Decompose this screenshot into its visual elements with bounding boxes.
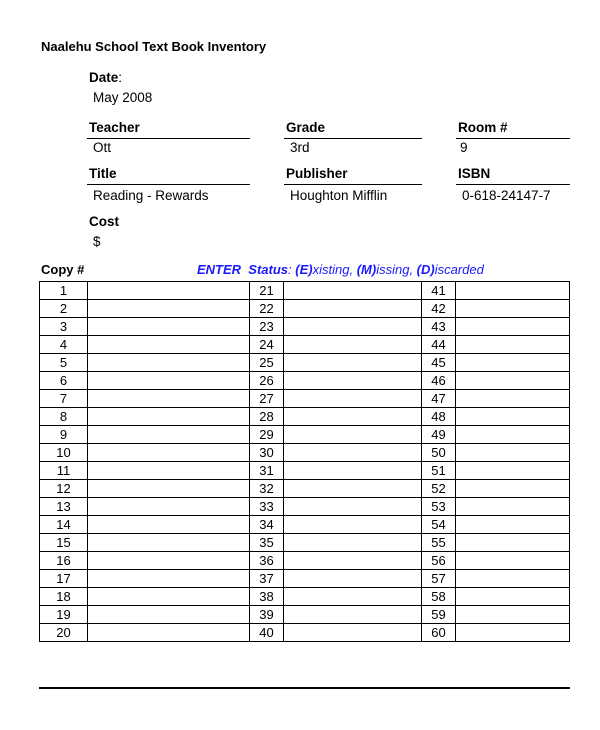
copy-number: 1 <box>40 282 88 300</box>
copy-number: 40 <box>250 624 284 642</box>
copy-number: 12 <box>40 480 88 498</box>
status-cell[interactable] <box>456 534 570 552</box>
status-cell[interactable] <box>88 606 250 624</box>
status-cell[interactable] <box>88 318 250 336</box>
copy-number: 54 <box>422 516 456 534</box>
status-cell[interactable] <box>284 516 422 534</box>
table-row <box>40 354 570 372</box>
status-cell[interactable] <box>456 408 570 426</box>
status-cell[interactable] <box>284 588 422 606</box>
table-row <box>40 372 570 390</box>
table-row <box>40 426 570 444</box>
room-underline <box>456 138 570 139</box>
status-cell[interactable] <box>88 300 250 318</box>
status-cell[interactable] <box>284 606 422 624</box>
copy-number: 17 <box>40 570 88 588</box>
copy-number: 39 <box>250 606 284 624</box>
status-cell[interactable] <box>88 624 250 642</box>
copy-number: 41 <box>422 282 456 300</box>
title-label: Title <box>89 166 117 181</box>
status-cell[interactable] <box>88 426 250 444</box>
status-legend: ENTER Status: (E)xisting, (M)issing, (D)iscarded <box>197 262 484 277</box>
copy-number: 50 <box>422 444 456 462</box>
copy-number: 30 <box>250 444 284 462</box>
status-cell[interactable] <box>456 624 570 642</box>
status-cell[interactable] <box>456 480 570 498</box>
copy-number: 25 <box>250 354 284 372</box>
copy-number: 11 <box>40 462 88 480</box>
status-cell[interactable] <box>456 372 570 390</box>
status-cell[interactable] <box>88 516 250 534</box>
copy-number: 28 <box>250 408 284 426</box>
status-cell[interactable] <box>456 606 570 624</box>
table-row <box>40 606 570 624</box>
copy-number: 22 <box>250 300 284 318</box>
table-row <box>40 516 570 534</box>
isbn-label: ISBN <box>458 166 491 181</box>
copy-number: 49 <box>422 426 456 444</box>
copy-number: 52 <box>422 480 456 498</box>
status-cell[interactable] <box>284 552 422 570</box>
copy-number: 34 <box>250 516 284 534</box>
copy-number: 14 <box>40 516 88 534</box>
copy-number: 47 <box>422 390 456 408</box>
status-cell[interactable] <box>284 426 422 444</box>
table-row <box>40 588 570 606</box>
copy-number: 16 <box>40 552 88 570</box>
table-row <box>40 390 570 408</box>
copy-number: 5 <box>40 354 88 372</box>
status-cell[interactable] <box>88 354 250 372</box>
copy-number: 46 <box>422 372 456 390</box>
cost-label: Cost <box>89 214 119 229</box>
status-cell[interactable] <box>88 336 250 354</box>
copy-number: 19 <box>40 606 88 624</box>
date-label: Date: <box>89 70 123 85</box>
status-cell[interactable] <box>456 354 570 372</box>
status-cell[interactable] <box>284 444 422 462</box>
status-cell[interactable] <box>88 444 250 462</box>
copy-number: 33 <box>250 498 284 516</box>
table-row <box>40 498 570 516</box>
copy-number: 51 <box>422 462 456 480</box>
status-cell[interactable] <box>284 408 422 426</box>
table-row <box>40 462 570 480</box>
table-row <box>40 282 570 300</box>
copy-number: 56 <box>422 552 456 570</box>
status-cell[interactable] <box>456 570 570 588</box>
copy-number: 29 <box>250 426 284 444</box>
copy-number: 58 <box>422 588 456 606</box>
status-cell[interactable] <box>88 534 250 552</box>
table-row <box>40 534 570 552</box>
teacher-underline <box>87 138 250 139</box>
table-row <box>40 300 570 318</box>
copy-number: 10 <box>40 444 88 462</box>
status-cell[interactable] <box>88 282 250 300</box>
copy-number: 13 <box>40 498 88 516</box>
copy-number: 31 <box>250 462 284 480</box>
title-underline <box>87 184 250 185</box>
copy-number: 44 <box>422 336 456 354</box>
status-cell[interactable] <box>456 426 570 444</box>
copy-number: 60 <box>422 624 456 642</box>
table-row <box>40 318 570 336</box>
copy-number: 59 <box>422 606 456 624</box>
status-cell[interactable] <box>88 462 250 480</box>
copy-number: 18 <box>40 588 88 606</box>
status-cell[interactable] <box>456 318 570 336</box>
copy-number: 2 <box>40 300 88 318</box>
title-value: Reading - Rewards <box>93 188 209 203</box>
status-cell[interactable] <box>284 624 422 642</box>
copy-number: 8 <box>40 408 88 426</box>
copy-number: 38 <box>250 588 284 606</box>
table-row <box>40 480 570 498</box>
table-row <box>40 408 570 426</box>
inventory-table <box>39 281 570 642</box>
copy-number: 26 <box>250 372 284 390</box>
status-cell[interactable] <box>456 588 570 606</box>
copy-number: 21 <box>250 282 284 300</box>
copy-number: 24 <box>250 336 284 354</box>
status-cell[interactable] <box>284 354 422 372</box>
status-cell[interactable] <box>284 300 422 318</box>
table-row <box>40 570 570 588</box>
copy-number: 6 <box>40 372 88 390</box>
date-value: May 2008 <box>93 90 153 105</box>
status-cell[interactable] <box>88 552 250 570</box>
copy-number: 36 <box>250 552 284 570</box>
teacher-value: Ott <box>93 140 112 155</box>
copy-number: 7 <box>40 390 88 408</box>
copy-number: 4 <box>40 336 88 354</box>
copy-number: 37 <box>250 570 284 588</box>
status-cell[interactable] <box>88 570 250 588</box>
status-cell[interactable] <box>284 282 422 300</box>
bottom-rule <box>39 687 570 689</box>
status-cell[interactable] <box>284 462 422 480</box>
status-cell[interactable] <box>88 408 250 426</box>
status-cell[interactable] <box>456 390 570 408</box>
isbn-underline <box>456 184 570 185</box>
copy-number: 43 <box>422 318 456 336</box>
table-row <box>40 336 570 354</box>
copy-number: 57 <box>422 570 456 588</box>
status-cell[interactable] <box>284 336 422 354</box>
status-cell[interactable] <box>284 498 422 516</box>
status-cell[interactable] <box>456 516 570 534</box>
status-cell[interactable] <box>88 480 250 498</box>
copy-number: 55 <box>422 534 456 552</box>
table-row <box>40 552 570 570</box>
copy-number: 23 <box>250 318 284 336</box>
copy-number: 3 <box>40 318 88 336</box>
status-cell[interactable] <box>88 498 250 516</box>
publisher-underline <box>284 184 422 185</box>
grade-label: Grade <box>286 120 326 135</box>
copy-number: 53 <box>422 498 456 516</box>
status-cell[interactable] <box>456 336 570 354</box>
copy-number: 9 <box>40 426 88 444</box>
teacher-label: Teacher <box>89 120 140 135</box>
status-cell[interactable] <box>88 588 250 606</box>
table-row <box>40 444 570 462</box>
status-cell[interactable] <box>456 444 570 462</box>
status-cell[interactable] <box>284 318 422 336</box>
copy-number: 20 <box>40 624 88 642</box>
copy-header: Copy # <box>41 262 85 277</box>
copy-number: 27 <box>250 390 284 408</box>
copy-number: 42 <box>422 300 456 318</box>
status-cell[interactable] <box>456 498 570 516</box>
publisher-value: Houghton Mifflin <box>290 188 388 203</box>
copy-number: 15 <box>40 534 88 552</box>
status-cell[interactable] <box>284 480 422 498</box>
grade-value: 3rd <box>290 140 310 155</box>
copy-number: 45 <box>422 354 456 372</box>
status-cell[interactable] <box>284 570 422 588</box>
status-cell[interactable] <box>284 372 422 390</box>
grade-underline <box>284 138 422 139</box>
copy-number: 48 <box>422 408 456 426</box>
status-cell[interactable] <box>284 390 422 408</box>
status-cell[interactable] <box>88 390 250 408</box>
status-cell[interactable] <box>456 300 570 318</box>
table-row <box>40 624 570 642</box>
copy-number: 35 <box>250 534 284 552</box>
cost-value: $ <box>93 234 101 249</box>
isbn-value: 0-618-24147-7 <box>462 188 551 203</box>
status-cell[interactable] <box>456 462 570 480</box>
room-label: Room # <box>458 120 508 135</box>
status-cell[interactable] <box>284 534 422 552</box>
copy-number: 32 <box>250 480 284 498</box>
status-cell[interactable] <box>456 552 570 570</box>
room-value: 9 <box>460 140 468 155</box>
status-cell[interactable] <box>456 282 570 300</box>
publisher-label: Publisher <box>286 166 348 181</box>
status-cell[interactable] <box>88 372 250 390</box>
page-title: Naalehu School Text Book Inventory <box>41 39 267 54</box>
